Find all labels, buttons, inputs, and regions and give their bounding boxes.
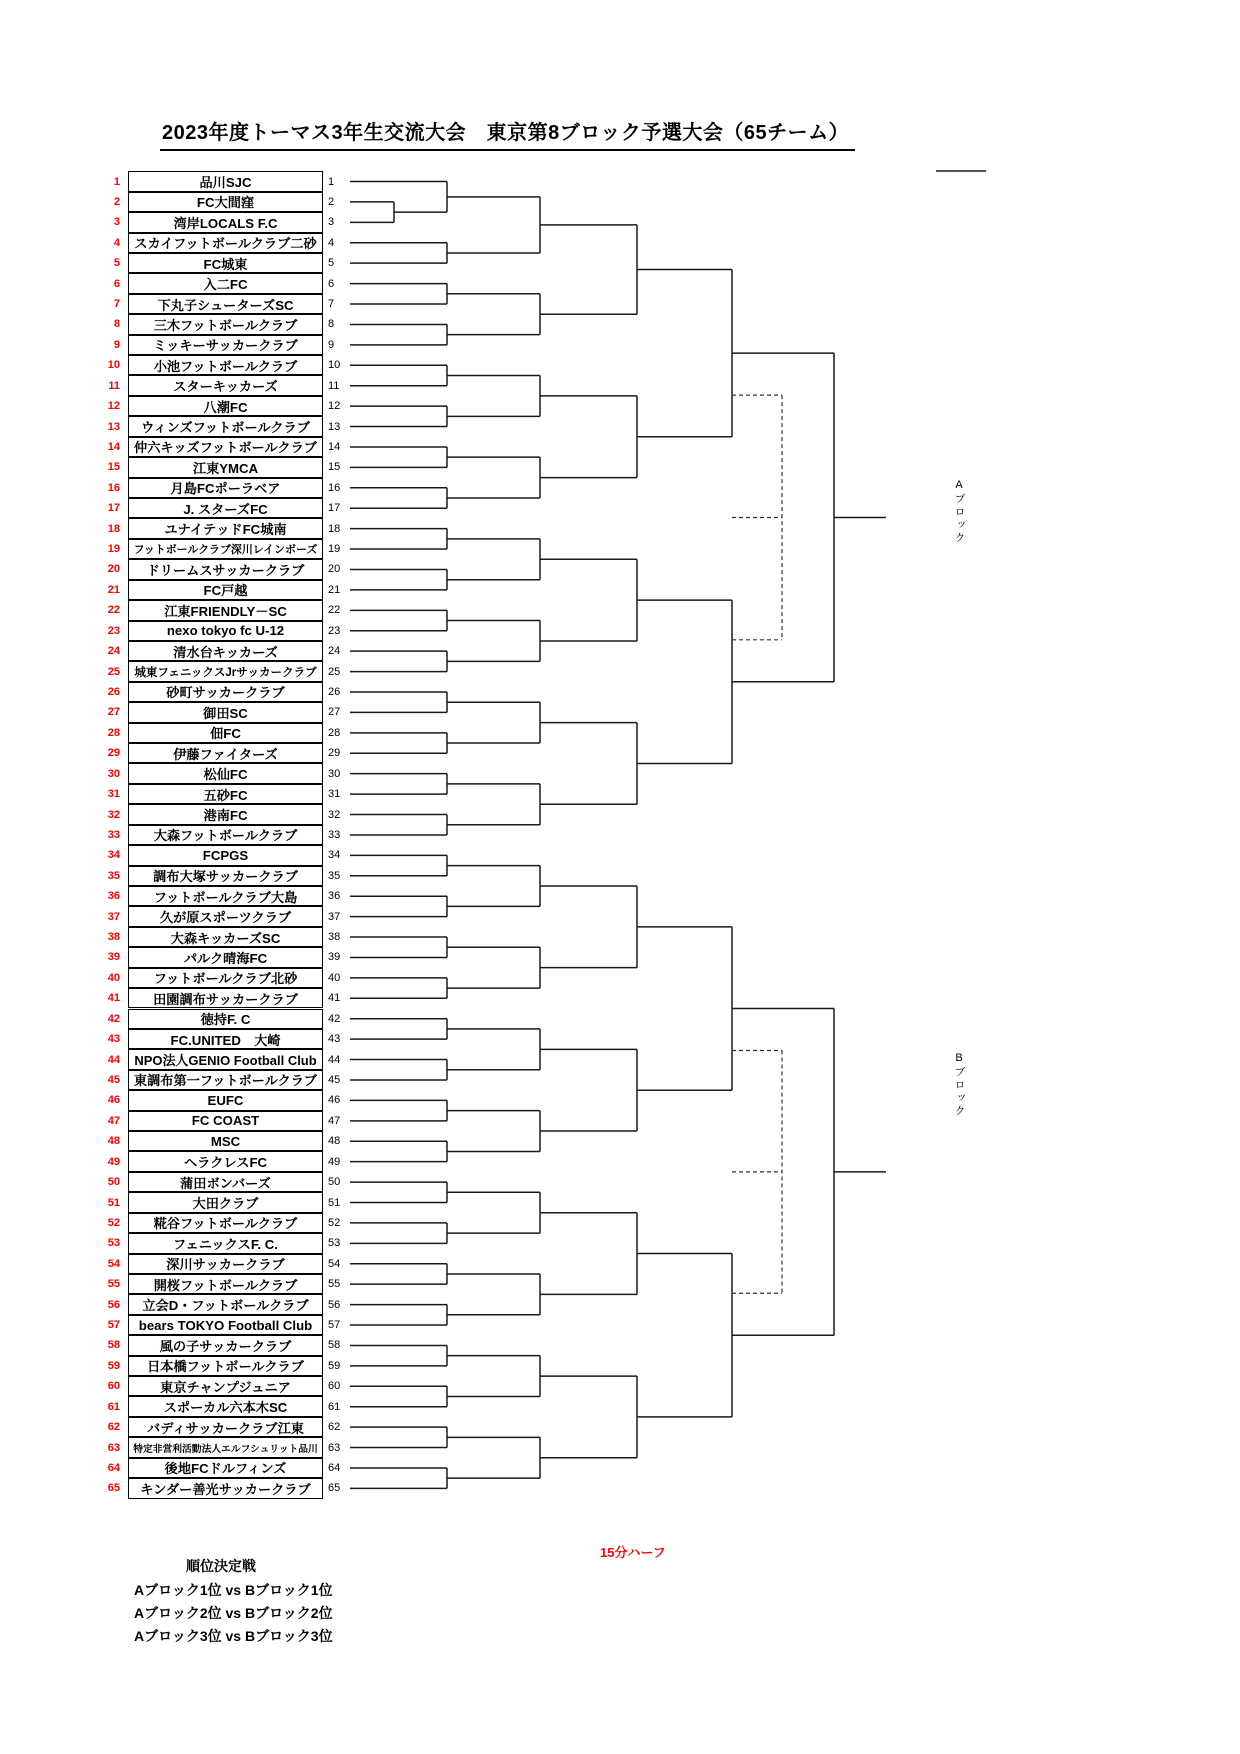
bracket-slot-number: 15 [328, 461, 341, 474]
bracket-slot-number: 23 [328, 624, 341, 637]
bracket-slot-number: 37 [328, 910, 341, 923]
bracket-slot-number: 6 [328, 277, 335, 290]
team-box: 大森フットボールクラブ [128, 825, 323, 845]
bracket-slot-number: 27 [328, 706, 341, 719]
seed-number: 51 [107, 1196, 120, 1209]
team-box: フェニックスF. C. [128, 1233, 323, 1253]
bracket-slot-number: 9 [328, 338, 335, 351]
seed-number: 6 [113, 277, 120, 290]
bracket-slot-number: 65 [328, 1482, 341, 1495]
bracket-slot-number: 46 [328, 1094, 341, 1107]
bracket-solid-lines [350, 171, 986, 1488]
seed-number: 40 [107, 971, 120, 984]
team-box: 伊藤ファイターズ [128, 743, 323, 763]
seed-number: 30 [107, 767, 120, 780]
team-box: 徳持F. C [128, 1009, 323, 1029]
bracket-slot-number: 18 [328, 522, 341, 535]
bracket-slot-number: 39 [328, 951, 341, 964]
bracket-slot-number: 14 [328, 440, 341, 453]
bracket-slot-number: 62 [328, 1421, 341, 1434]
seed-number: 34 [107, 849, 120, 862]
team-box: キンダー善光サッカークラブ [128, 1478, 323, 1498]
seed-number: 13 [107, 420, 120, 433]
bracket-slot-number: 29 [328, 747, 341, 760]
bracket-slot-number: 5 [328, 257, 335, 270]
seed-number: 55 [107, 1278, 120, 1291]
seed-number: 43 [107, 1033, 120, 1046]
team-box: ヘラクレスFC [128, 1151, 323, 1171]
team-box: 立会D・フットボールクラブ [128, 1294, 323, 1314]
seed-number: 33 [107, 828, 120, 841]
bracket-slot-number: 48 [328, 1135, 341, 1148]
team-box: 品川SJC [128, 171, 323, 191]
bracket-slot-number: 43 [328, 1033, 341, 1046]
bracket-slot-number: 54 [328, 1257, 341, 1270]
seed-number: 4 [113, 236, 120, 249]
bracket-slot-number: 42 [328, 1012, 341, 1025]
team-box: 田園調布サッカークラブ [128, 988, 323, 1008]
seed-number: 46 [107, 1094, 120, 1107]
bracket-slot-number: 1 [328, 175, 335, 188]
bracket-slot-number: 26 [328, 686, 341, 698]
seed-number: 15 [107, 461, 120, 474]
bracket-slot-number: 45 [328, 1073, 341, 1086]
team-box: J. スターズFC [128, 498, 323, 518]
team-box: 佃FC [128, 723, 323, 743]
bracket-slot-number: 44 [328, 1053, 341, 1066]
bracket-slot-number: 19 [328, 543, 341, 556]
seed-number: 10 [107, 359, 120, 372]
seed-number: 22 [107, 604, 120, 617]
bracket-slot-number: 13 [328, 420, 341, 433]
team-box: 砂町サッカークラブ [128, 682, 323, 702]
bracket-slot-number: 33 [328, 828, 341, 841]
seed-number: 59 [107, 1359, 120, 1372]
team-box: 月島FCポーラベア [128, 478, 323, 498]
seed-number: 5 [113, 257, 120, 270]
seed-number: 16 [107, 481, 120, 494]
bracket-slot-number: 12 [328, 400, 341, 413]
bracket-slot-number: 60 [328, 1380, 341, 1393]
placement-match-2: Aブロック2位 vs Bブロック2位 [134, 1605, 333, 1621]
bracket-slot-number: 58 [328, 1339, 341, 1352]
seed-number: 45 [107, 1073, 120, 1086]
team-box: 城東フェニックスJrサッカークラブ [128, 661, 323, 681]
seed-number: 56 [107, 1298, 120, 1311]
bracket-slot-number: 50 [328, 1176, 341, 1189]
seed-number: 37 [107, 910, 120, 923]
seed-number: 50 [107, 1176, 120, 1189]
bracket-slot-number: 40 [328, 971, 341, 984]
bracket-slot-number: 49 [328, 1155, 341, 1168]
seed-number: 49 [107, 1155, 120, 1168]
bracket-slot-number: 30 [328, 767, 341, 780]
team-box: スポーカル六本木SC [128, 1396, 323, 1416]
block-a-label: Aブロック [953, 479, 965, 545]
seed-number: 31 [107, 788, 120, 801]
team-box: 清水台キッカーズ [128, 641, 323, 661]
seed-number: 24 [107, 645, 120, 658]
seed-number: 27 [107, 706, 120, 719]
team-box: 東調布第一フットボールクラブ [128, 1070, 323, 1090]
team-box: 調布大塚サッカークラブ [128, 866, 323, 886]
team-box: nexo tokyo fc U-12 [128, 621, 323, 641]
placement-matches-title: 順位決定戦 [186, 1558, 256, 1574]
seed-number: 61 [107, 1400, 120, 1413]
bracket-slot-number: 25 [328, 665, 341, 678]
seed-number: 39 [107, 951, 120, 964]
team-box: 深川サッカークラブ [128, 1254, 323, 1274]
team-box: 港南FC [128, 804, 323, 824]
seed-number: 9 [113, 338, 120, 351]
bracket-slot-number: 64 [328, 1461, 341, 1474]
seed-number: 3 [113, 216, 120, 229]
page-title: 2023年度トーマス3年生交流大会 東京第8ブロック予選大会（65チーム） [160, 116, 855, 151]
seed-number: 35 [107, 869, 120, 882]
team-box: 仲六キッズフットボールクラブ [128, 437, 323, 457]
bracket-slot-number: 8 [328, 318, 335, 331]
team-box: スターキッカーズ [128, 375, 323, 395]
bracket-slot-number: 28 [328, 726, 341, 739]
seed-number: 38 [107, 931, 120, 944]
bracket-slot-number: 10 [328, 359, 341, 372]
team-box: フットボールクラブ深川レインボーズ [128, 539, 323, 559]
bracket-slot-number: 41 [328, 992, 341, 1005]
seed-number: 28 [107, 726, 120, 739]
team-box: 小池フットボールクラブ [128, 355, 323, 375]
seed-number: 12 [107, 400, 120, 413]
team-box: FCPGS [128, 845, 323, 865]
team-box: スカイフットボールクラブ二砂 [128, 233, 323, 253]
seed-number: 23 [107, 624, 120, 637]
seed-number: 20 [107, 563, 120, 576]
team-box: 松仙FC [128, 763, 323, 783]
seed-number: 41 [107, 992, 120, 1005]
team-box: FC大間窪 [128, 192, 323, 212]
team-box: 江東FRIENDLY－SC [128, 600, 323, 620]
seed-number: 32 [107, 808, 120, 821]
seed-number: 17 [107, 502, 120, 515]
team-box: フットボールクラブ北砂 [128, 968, 323, 988]
bracket-slot-number: 24 [328, 645, 341, 658]
bracket-slot-number: 16 [328, 481, 341, 494]
bracket-slot-number: 52 [328, 1216, 341, 1229]
team-box: 後地FCドルフィンズ [128, 1458, 323, 1478]
team-box: フットボールクラブ大島 [128, 886, 323, 906]
team-box: NPO法人GENIO Football Club [128, 1049, 323, 1069]
team-box: ミッキーサッカークラブ [128, 335, 323, 355]
seed-number: 18 [107, 522, 120, 535]
seed-number: 44 [107, 1053, 120, 1066]
seed-number: 26 [107, 686, 120, 698]
team-box: 特定非営利活動法人エルフシュリット品川 [128, 1437, 323, 1457]
bracket-slot-number: 11 [328, 379, 340, 392]
seed-number: 62 [107, 1421, 120, 1434]
seed-number: 21 [107, 583, 120, 596]
bracket-slot-number: 17 [328, 502, 341, 515]
placement-match-3: Aブロック3位 vs Bブロック3位 [134, 1628, 333, 1644]
team-box: 東京チャンプジュニア [128, 1376, 323, 1396]
bracket-slot-number: 63 [328, 1441, 341, 1454]
team-box: 風の子サッカークラブ [128, 1335, 323, 1355]
bracket-slot-number: 32 [328, 808, 341, 821]
bracket-slot-number: 57 [328, 1319, 341, 1332]
seed-number: 54 [107, 1257, 120, 1270]
team-box: 大田クラブ [128, 1192, 323, 1212]
team-box: bears TOKYO Football Club [128, 1315, 323, 1335]
seed-number: 60 [107, 1380, 120, 1393]
team-box: ユナイテッドFC城南 [128, 518, 323, 538]
seed-number: 25 [107, 665, 120, 678]
team-box: パルク晴海FC [128, 947, 323, 967]
team-box: ウィンズフットボールクラブ [128, 416, 323, 436]
bracket-slot-number: 56 [328, 1298, 341, 1311]
bracket-slot-number: 31 [328, 788, 341, 801]
team-box: 下丸子シューターズSC [128, 294, 323, 314]
seed-number: 65 [107, 1482, 120, 1495]
placement-match-1: Aブロック1位 vs Bブロック1位 [134, 1582, 333, 1598]
bracket-slot-number: 20 [328, 563, 341, 576]
bracket-slot-number: 4 [328, 236, 335, 249]
team-box: 開桜フットボールクラブ [128, 1274, 323, 1294]
bracket-slot-number: 35 [328, 869, 341, 882]
team-box: 江東YMCA [128, 457, 323, 477]
team-box: MSC [128, 1131, 323, 1151]
seed-number: 36 [107, 890, 120, 903]
team-box: 八潮FC [128, 396, 323, 416]
seed-number: 1 [113, 175, 120, 188]
seed-number: 64 [107, 1461, 120, 1474]
team-box: ドリームスサッカークラブ [128, 559, 323, 579]
team-box: 日本橋フットボールクラブ [128, 1356, 323, 1376]
bracket-slot-number: 47 [328, 1114, 341, 1127]
team-box: 久が原スポーツクラブ [128, 906, 323, 926]
seed-number: 52 [107, 1216, 120, 1229]
bracket-slot-number: 55 [328, 1278, 341, 1291]
team-box: 五砂FC [128, 784, 323, 804]
bracket-slot-number: 59 [328, 1359, 341, 1372]
seed-number: 47 [107, 1114, 120, 1127]
bracket-slot-number: 61 [328, 1400, 341, 1413]
seed-number: 63 [107, 1441, 120, 1454]
bracket-slot-number: 34 [328, 849, 341, 862]
team-box: EUFC [128, 1090, 323, 1110]
bracket-slot-number: 22 [328, 604, 341, 617]
seed-number: 7 [113, 298, 120, 311]
team-box: 大森キッカーズSC [128, 927, 323, 947]
seed-number: 14 [107, 440, 120, 453]
team-box: バディサッカークラブ江東 [128, 1417, 323, 1437]
bracket-slot-number: 2 [328, 195, 335, 208]
seed-number: 57 [107, 1319, 120, 1332]
third-place-dashed-lines [732, 395, 782, 1293]
team-box: FC戸越 [128, 580, 323, 600]
match-duration-note: 15分ハーフ [600, 1545, 666, 1560]
seed-number: 53 [107, 1237, 120, 1250]
team-box: 湾岸LOCALS F.C [128, 212, 323, 232]
seed-number: 8 [113, 318, 120, 331]
bracket-slot-number: 53 [328, 1237, 341, 1250]
team-box: 御田SC [128, 702, 323, 722]
seed-number: 42 [107, 1012, 120, 1025]
bracket-slot-number: 3 [328, 216, 335, 229]
team-box: FC COAST [128, 1111, 323, 1131]
team-box: FC城東 [128, 253, 323, 273]
bracket-slot-number: 7 [328, 298, 335, 311]
team-box: 蒲田ボンバーズ [128, 1172, 323, 1192]
seed-number: 58 [107, 1339, 120, 1352]
team-box: 糀谷フットボールクラブ [128, 1213, 323, 1233]
team-box: FC.UNITED 大崎 [128, 1029, 323, 1049]
seed-number: 29 [107, 747, 120, 760]
seed-number: 19 [107, 543, 120, 556]
seed-number: 2 [113, 195, 120, 208]
team-box: 入二FC [128, 273, 323, 293]
seed-number: 48 [107, 1135, 120, 1148]
bracket-slot-number: 38 [328, 931, 341, 944]
bracket-slot-number: 21 [328, 583, 341, 596]
team-box: 三木フットボールクラブ [128, 314, 323, 334]
bracket-slot-number: 36 [328, 890, 341, 903]
block-b-label: Bブロック [953, 1052, 965, 1118]
seed-number: 11 [108, 379, 120, 392]
bracket-slot-number: 51 [328, 1196, 341, 1209]
